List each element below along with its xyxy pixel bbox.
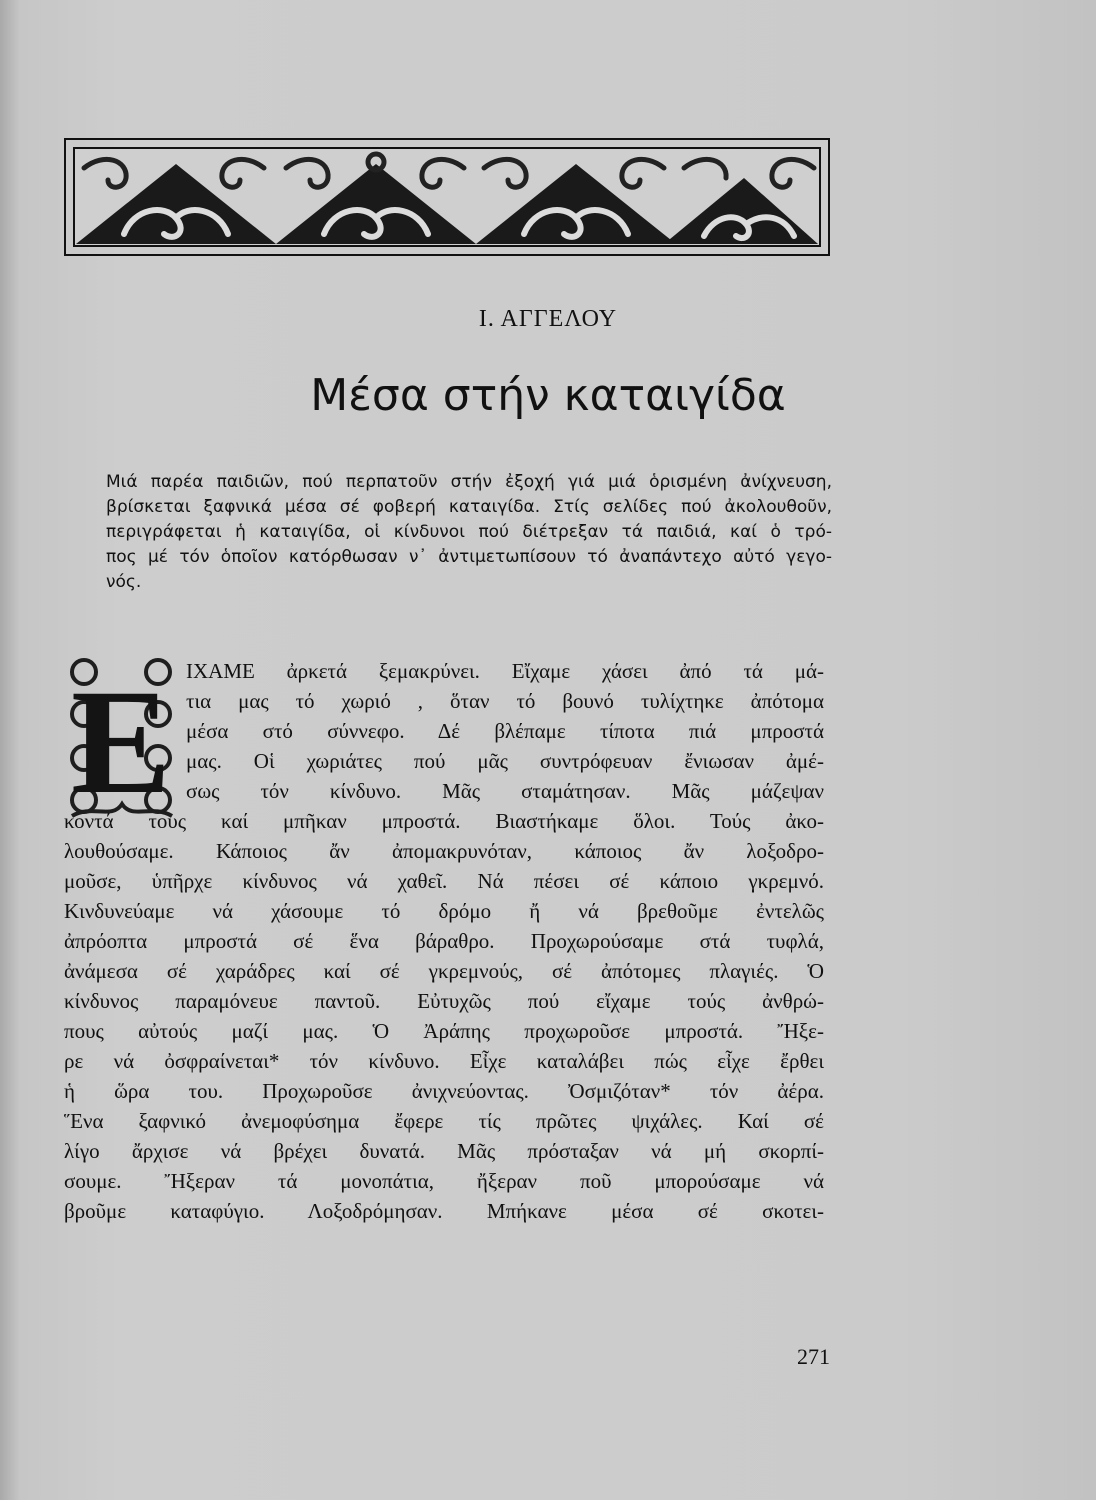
body-line: ΙΧΑΜΕ ἀρκετά ξεμακρύνει. Εἴχαμε χάσει ἀπό τά μά- [186, 659, 824, 683]
body-line: λίγο ἄρχισε νά βρέχει δυνατά. Μᾶς πρόσταξαν νά μή σκορπί- [64, 1139, 824, 1163]
body-line: ἀνάμεσα σέ χαράδρες καί σέ γκρεμνούς, σέ ἀπότομες πλαγιές. Ὁ [64, 959, 824, 983]
body-line: ἡ ὥρα του. Προχωροῦσε ἀνιχνεύοντας. Ὀσμιζόταν* τόν ἀέρα. [64, 1079, 824, 1103]
summary-line: Μιά παρέα παιδιῶν, πού περπατοῦν στήν ἐξοχή γιά μιά ὁρισμένη ἀνίχνευση, [106, 472, 832, 492]
body-line: σουμε. Ἤξεραν τά μονοπάτια, ἤξεραν ποῦ μπορούσαμε νά [64, 1169, 824, 1193]
summary-line: βρίσκεται ξαφνικά μέσα σέ φοβερή καταιγίδα. Στίς σελίδες πού ἀκολουθοῦν, [106, 497, 832, 517]
body-line: σως τόν κίνδυνο. Μᾶς σταμάτησαν. Μᾶς μάζεψαν [186, 779, 824, 803]
summary-line: περιγράφεται ἡ καταιγίδα, οἱ κίνδυνοι πού διέτρεξαν τά παιδιά, καί ὁ τρό- [106, 522, 832, 542]
body-line: Ἕνα ξαφνικό ἀνεμοφύσημα ἔφερε τίς πρῶτες ψιχάλες. Καί σέ [64, 1109, 824, 1133]
body-line: κοντά τους καί μπῆκαν μπροστά. Βιαστήκαμε ὅλοι. Τούς ἀκο- [64, 809, 824, 833]
body-line: Κινδυνεύαμε νά χάσουμε τό δρόμο ἤ νά βρεθοῦμε ἐντελῶς [64, 899, 824, 923]
chapter-title: Μέσα στήν καταιγίδα [310, 370, 786, 421]
body-line: ἀπρόοπτα μπροστά σέ ἕνα βάραθρο. Προχωρούσαμε στά τυφλά, [64, 929, 824, 953]
summary-paragraph [106, 470, 832, 595]
decorative-header-ornament [64, 138, 830, 256]
body-line: μοῦσε, ὑπῆρχε κίνδυνος νά χαθεῖ. Νά πέσει σέ κάποιο γκρεμνό. [64, 869, 824, 893]
body-line: ρε νά ὀσφραίνεται* τόν κίνδυνο. Εἶχε καταλάβει πώς εἶχε ἔρθει [64, 1049, 824, 1073]
body-line: βροῦμε καταφύγιο. Λοξοδρόμησαν. Μπήκανε μέσα σέ σκοτει- [64, 1199, 824, 1223]
summary-line: πος μέ τόν ὁποῖον κατόρθωσαν ν᾿ ἀντιμετωπίσουν τό ἀναπάντεχο αὐτό γεγο- [106, 547, 832, 567]
summary-line: νός. [106, 572, 142, 592]
body-line: λουθούσαμε. Κάποιος ἄν ἀπομακρυνόταν, κάποιος ἄν λοξοδρο- [64, 839, 824, 863]
drop-cap-letter: Ε [70, 659, 172, 822]
body-text [64, 656, 824, 1226]
body-line: μέσα στό σύννεφο. Δέ βλέπαμε τίποτα πιά μπροστά [186, 719, 824, 743]
page-number: 271 [797, 1344, 830, 1369]
author-name: Ι. ΑΓΓΕΛΟΥ [478, 306, 618, 332]
body-line: κίνδυνος παραμόνευε παντοῦ. Εὐτυχῶς πού εἴχαμε τούς ἀνθρώ- [64, 989, 824, 1013]
body-line: τια μας τό χωριό , ὅταν τό βουνό τυλίχτηκε ἀπότομα [186, 689, 824, 713]
body-line: μας. Οἱ χωριάτες πού μᾶς συντρόφευαν ἔνιωσαν ἀμέ- [186, 749, 824, 773]
body-line: πους αὐτούς μαζί μας. Ὁ Ἀράπης προχωροῦσε μπροστά. Ἤξε- [64, 1019, 824, 1043]
